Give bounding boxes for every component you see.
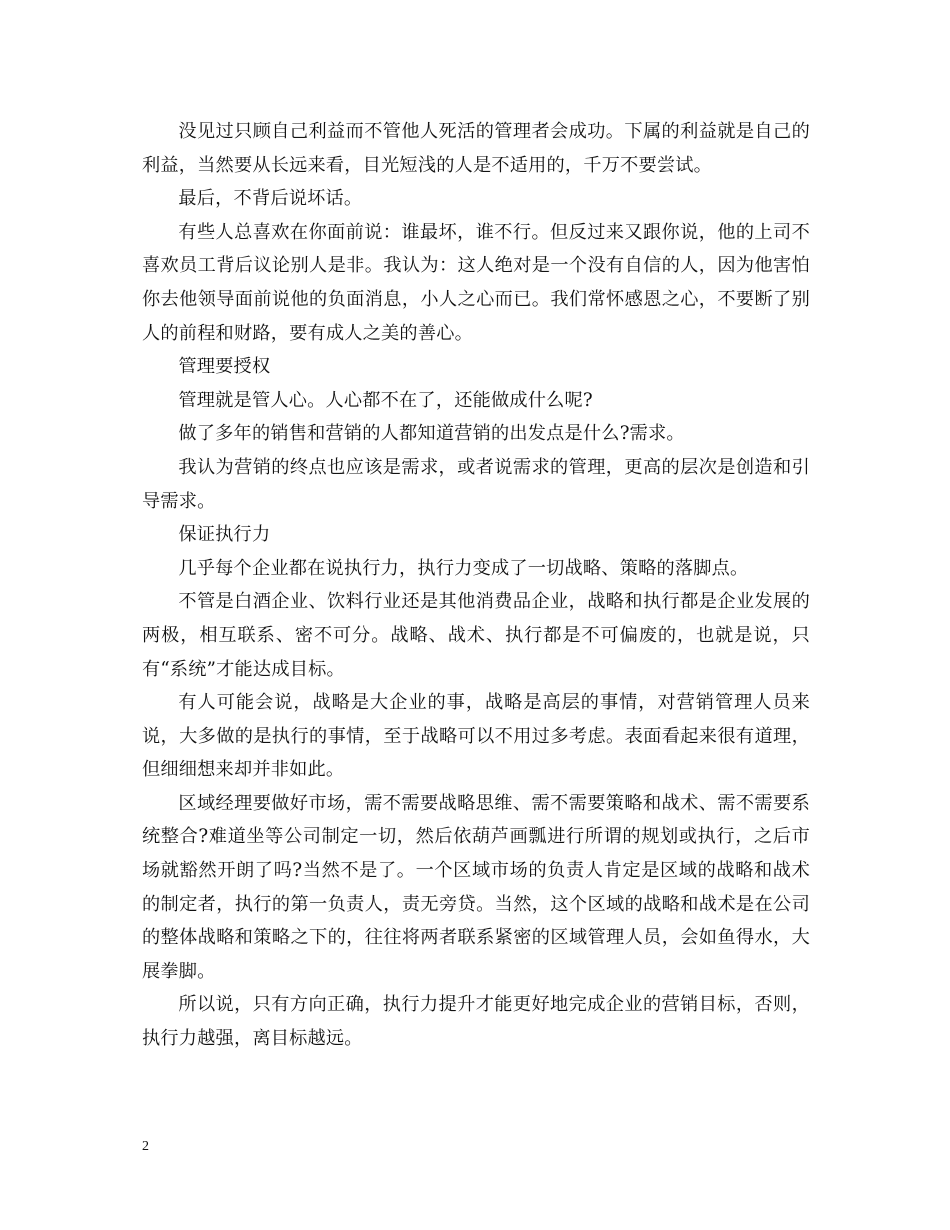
- section-heading: 保证执行力: [178, 524, 271, 546]
- paragraph: 所以说，只有方向正确，执行力提升才能更好地完成企业的营销目标，否则，执行力越强，离目标越远。: [142, 994, 810, 1050]
- paragraph: 有些人总喜欢在你面前说：谁最坏，谁不行。但反过来又跟你说，他的上司不喜欢员工背后议论别人是非。我认为：这人绝对是一个没有自信的人，因为他害怕你去他领导面前说他的负面消息，小人之心而已。我们常怀感恩之心，不要断了别人的前程和财路，要有成人之美的善心。: [142, 221, 810, 344]
- page-number: 2: [142, 1139, 149, 1154]
- section-heading: 管理要授权: [178, 356, 271, 378]
- paragraph: 几乎每个企业都在说执行力，执行力变成了一切战略、策略的落脚点。: [178, 557, 749, 579]
- paragraph: 我认为营销的终点也应该是需求，或者说需求的管理，更高的层次是创造和引导需求。: [142, 456, 810, 512]
- paragraph: 做了多年的销售和营销的人都知道营销的出发点是什么?需求。: [178, 423, 685, 445]
- paragraph: 不管是白酒企业、饮料行业还是其他消费品企业，战略和执行都是企业发展的两极，相互联系、密不可分。战略、战术、执行都是不可偏废的，也就是说，只有“系统”才能达成目标。: [142, 591, 810, 680]
- paragraph: 没见过只顾自己利益而不管他人死活的管理者会成功。下属的利益就是自己的利益，当然要从长远来看，目光短浅的人是不适用的，千万不要尝试。: [142, 121, 810, 176]
- paragraph: 最后，不背后说坏话。: [178, 188, 363, 210]
- paragraph: 有人可能会说，战略是大企业的事，战略是高层的事情，对营销管理人员来说，大多做的是执行的事情，至于战略可以不用过多考虑。表面看起来很有道理，但细细想来却并非如此。: [142, 692, 810, 781]
- paragraph: 管理就是管人心。人心都不在了，还能做成什么呢?: [178, 389, 593, 411]
- document-body: [142, 115, 810, 1056]
- paragraph: 区域经理要做好市场，需不需要战略思维、需不需要策略和战术、需不需要系统整合?难道坐等公司制定一切，然后依葫芦画瓢进行所谓的规划或执行，之后市场就豁然开朗了吗?当然不是了。一个区域市场的负责人肯定是区域的战略和战术的制定者，执行的第一负责人，责无旁贷。当然，这个区域的战略和战术是在公司的整体战略和策略之下的，往往将两者联系紧密的区域管理人员，会如鱼得水，大展拳脚。: [142, 792, 810, 982]
